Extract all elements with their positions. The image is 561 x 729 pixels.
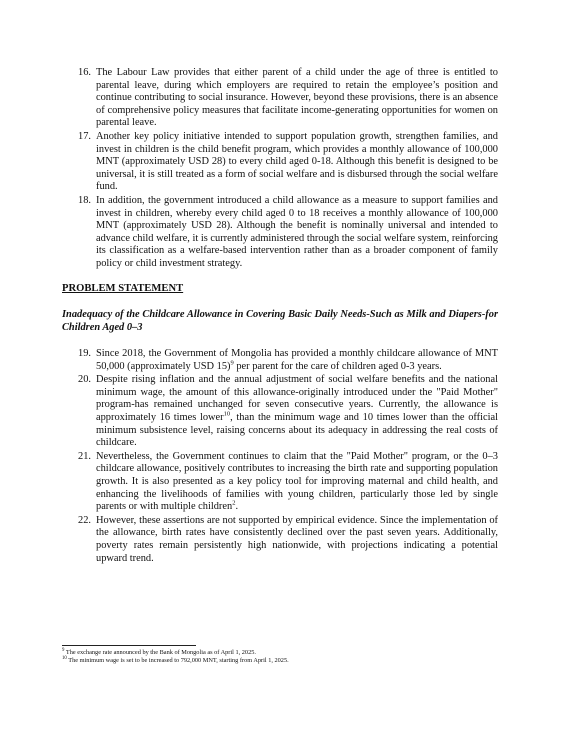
list-item — [78, 131, 498, 194]
footnote-ref[interactable]: 2 — [232, 499, 236, 507]
footnote — [62, 657, 502, 665]
item-text: Since 2018, the Government of Mongolia has provided a monthly childcare allowance of MNT 50,000 (approximately USD 15)$^9$ per parent for the care of children aged 0-3 years. — [96, 348, 498, 372]
list-item — [78, 515, 498, 565]
footnotes — [62, 649, 502, 665]
footnote-text: The exchange rate announced by the Bank of Mongolia as of April 1, 2025. — [64, 649, 256, 656]
footnote-divider — [62, 645, 196, 646]
footnote-mark: 9 — [62, 647, 65, 653]
section-subheading: Inadequacy of the Childcare Allowance in Covering Basic Daily Needs-Such as Milk and Diapers-for Children Aged 0–3 — [62, 309, 498, 333]
section-heading: PROBLEM STATEMENT — [62, 283, 184, 294]
item-number: 19. — [78, 348, 91, 359]
item-text: In addition, the government introduced a child allowance as a measure to support families and invest in children, whereby every child aged 0 to 18 receives a monthly allowance of 100,000 MNT (approximately USD 28). Although the benefit is nominally universal and intended to advance child welfare, it is currently administered through the social welfare system, reinforcing its classification as a welfare-based intervention rather than as a broader component of family policy or child investment strategy. — [96, 194, 498, 269]
footnote-ref[interactable]: 9 — [230, 359, 234, 367]
footnote — [62, 649, 502, 657]
item-number: 22. — [78, 514, 91, 526]
numbered-list-bottom — [78, 348, 498, 566]
item-text: Another key policy initiative intended to support population growth, strengthen families, and invest in children is the child benefit program, which provides a monthly allowance of 100,000 MNT (approximately USD 28) to every child aged 0-18. Although this benefit is designed to be universal, it is still treated as a form of social welfare and is disbursed through the social welfare fund. — [96, 130, 498, 193]
footnote-mark: 10 — [62, 656, 67, 662]
item-number: 16. — [78, 67, 91, 78]
list-item — [78, 67, 498, 130]
item-text: The Labour Law provides that either parent of a child under the age of three is entitled to parental leave, during which employers are required to retain the employee’s position and continue contributing to social insurance. However, beyond these provisions, there is an absence of comprehensive policy measures that facilitate income-generating opportunities for women on parental leave. — [96, 67, 498, 129]
item-number: 20. — [78, 374, 91, 386]
list-item — [78, 374, 498, 450]
item-text: Despite rising inflation and the annual adjustment of social welfare benefits and the national minimum wage, the amount of this allowance-originally introduced under the "Paid Mother" program-has remained unchanged for seven consecutive years. Currently, the allowance is approximately 16 times lower$^{10}$, than the minimum wage and 10 times lower than the official minimum subsistence level, raising concerns about its adequacy in addressing the real costs of childcare. — [96, 374, 499, 449]
footnote-text: The minimum wage is set to be increased to 792,000 MNT, starting from April 1, 2025. — [66, 657, 289, 665]
numbered-list-top — [78, 67, 498, 272]
item-text: However, these assertions are not supported by empirical evidence. Since the implementation of the allowance, birth rates have consistently declined over the past seven years. Additionally, poverty rates remain persistently high nationwide, with projections indicating a potential upward trend. — [96, 514, 498, 564]
list-item — [78, 451, 498, 514]
item-number: 17. — [78, 130, 91, 142]
item-number: 21. — [78, 450, 91, 462]
item-text: Nevertheless, the Government continues to claim that the "Paid Mother" program, or the 0–3 childcare allowance, positively contributes to increasing the birth rate and supporting population growth. It is also presented as a key policy tool for improving maternal and child health, and enhancing the livelihoods of families with young children, particularly those led by single parents or with multiple children$^2$. — [96, 450, 498, 513]
footnote-ref[interactable]: 10 — [223, 410, 231, 418]
item-number: 18. — [78, 194, 91, 206]
list-item — [78, 195, 498, 271]
list-item — [78, 348, 498, 373]
